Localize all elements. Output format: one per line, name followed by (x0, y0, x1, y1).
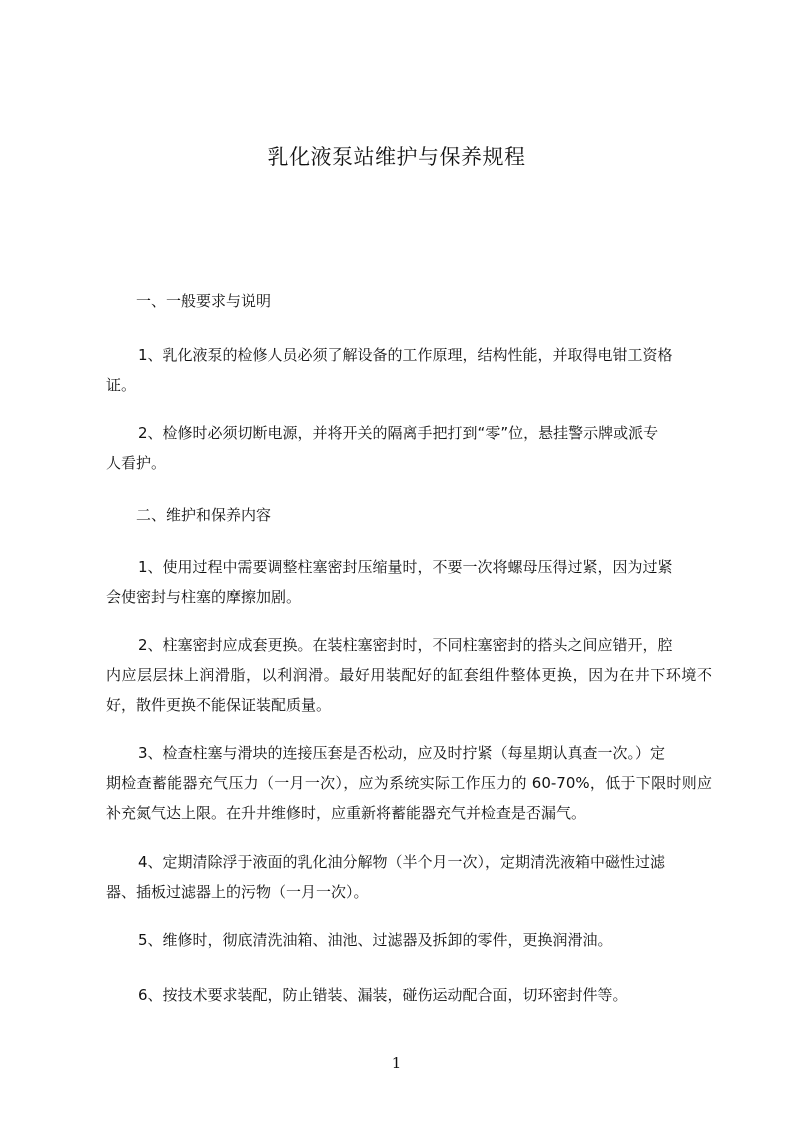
paragraph-2-3 (106, 738, 712, 828)
paragraph-first-line: 6、按技术要求装配，防止错装、漏装，碰伤运动配合面，切环密封件等。 (138, 986, 628, 1004)
paragraph-first-line: 1、使用过程中需要调整柱塞密封压缩量时，不要一次将螺母压得过紧，因为过紧 (138, 558, 673, 576)
paragraph-continuation: 证。 (106, 376, 137, 394)
paragraph-2-4 (106, 847, 712, 907)
paragraph-continuation: 期检查蓄能器充气压力（一月一次），应为系统实际工作压力的 60-70%，低于下限时则应补充氮气达上限。在升井维修时，应重新将蓄能器充气并检查是否漏气。 (106, 774, 712, 822)
paragraph-first-line: 3、检查柱塞与滑块的连接压套是否松动，应及时拧紧（每星期认真查一次。）定 (138, 744, 666, 762)
section-heading-1: 一、一般要求与说明 (136, 292, 272, 310)
page-number: 1 (391, 1054, 402, 1072)
paragraph-2-5 (106, 925, 712, 955)
paragraph-first-line: 2、检修时必须切断电源，并将开关的隔离手把打到“零”位，悬挂警示牌或派专 (138, 424, 659, 442)
paragraph-first-line: 2、柱塞密封应成套更换。在装柱塞密封时，不同柱塞密封的搭头之间应错开，腔 (138, 636, 673, 654)
page-title: 乳化液泵站维护与保养规程 (267, 145, 526, 169)
paragraph-2-6 (106, 980, 712, 1010)
paragraph-first-line: 4、定期清除浮于液面的乳化油分解物（半个月一次），定期清洗液箱中磁性过滤 (138, 853, 666, 871)
paragraph-continuation: 会使密封与柱塞的摩擦加剧。 (106, 588, 302, 606)
paragraph-continuation: 人看护。 (106, 454, 167, 472)
paragraph-2-2 (106, 630, 712, 720)
paragraph-continuation: 内应层层抹上润滑脂，以利润滑。最好用装配好的缸套组件整体更换，因为在井下环境不好，散件更换不能保证装配质量。 (106, 666, 712, 714)
paragraph-continuation: 器、插板过滤器上的污物（一月一次）。 (106, 883, 369, 901)
paragraph-1-1 (106, 340, 712, 400)
paragraph-first-line: 1、乳化液泵的检修人员必须了解设备的工作原理，结构性能，并取得电钳工资格 (138, 346, 673, 364)
paragraph-2-1 (106, 552, 712, 612)
paragraph-1-2 (106, 418, 712, 478)
section-heading-2: 二、维护和保养内容 (136, 506, 272, 524)
paragraph-first-line: 5、维修时，彻底清洗油箱、油池、过滤器及拆卸的零件，更换润滑油。 (138, 931, 613, 949)
